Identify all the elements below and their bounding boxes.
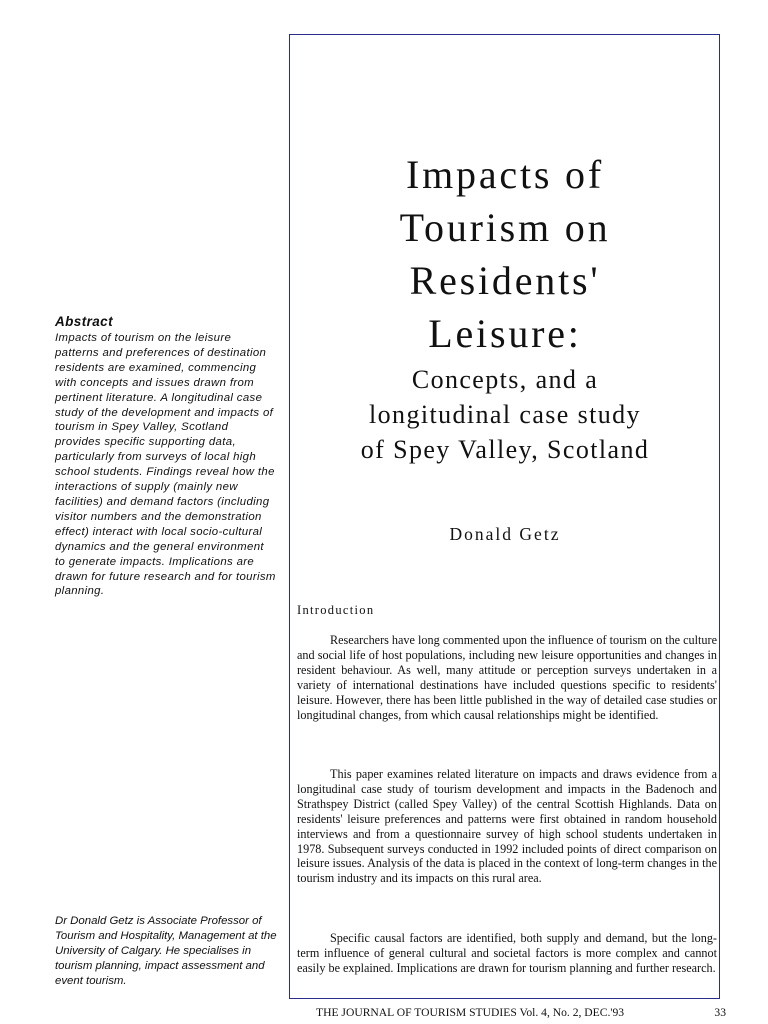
title-line: Residents' <box>409 258 601 303</box>
page-number: 33 <box>714 1006 726 1019</box>
title-line: Tourism on <box>399 205 611 250</box>
title-line: Leisure: <box>428 311 582 356</box>
article-title <box>296 148 714 360</box>
abstract-text: Impacts of tourism on the leisure patterns and preferences of destination residents are examined, commencing with concepts and issues drawn from pertinent literature. A longitudinal case study of the development and impacts of tourism in Spey Valley, Scotland provides specific supporting data, particularly from surveys of local high school students. Findings reveal how the interactions of supply (mainly new facilities) and demand factors (including visitor numbers and the demonstration effect) interact with local socio-cultural dynamics and the general environment to generate impacts. Implications are drawn for future research and for tourism planning. <box>55 332 276 598</box>
intro-paragraph-2: This paper examines related literature on impacts and draws evidence from a longitudinal case study of tourism development and impacts in the Badenoch and Strathspey District (called Spey Valley) of the central Scottish Highlands. Data on residents' leisure preferences and patterns were first obtained in random household interviews and from a questionnaire survey of high school students undertaken in 1978. Subsequent surveys conducted in 1992 included points of direct comparison on leisure issues. Analysis of the data is placed in the context of long-term changes in the tourism industry and its impacts on this rural area. <box>297 767 717 886</box>
title-line: Impacts of <box>406 152 604 197</box>
author-name: Donald Getz <box>449 524 561 544</box>
subtitle-line: of Spey Valley, Scotland <box>360 435 650 464</box>
journal-citation: THE JOURNAL OF TOURISM STUDIES Vol. 4, No. 2, DEC.'93 <box>316 1006 625 1019</box>
subtitle-line: longitudinal case study <box>369 400 641 429</box>
introduction-heading: Introduction <box>297 603 375 617</box>
article-subtitle <box>296 362 714 467</box>
intro-paragraph-1: Researchers have long commented upon the influence of tourism on the culture and social life of host populations, including new leisure opportunities and changes in resident behaviour. As well, many attitude or perception surveys undertaken in a variety of international destinations have included questions specific to residents' leisure. However, there has been little published in the way of detailed case studies or longitudinal changes, from which causal relationships might be identified. <box>297 633 717 722</box>
page-footer <box>316 1006 726 1019</box>
intro-paragraph-3: Specific causal factors are identified, both supply and demand, but the long-term influence of general cultural and societal factors is more complex and cannot easily be explained. Implications are drawn for tourism planning and further research. <box>297 931 717 975</box>
abstract-heading: Abstract <box>55 314 113 329</box>
subtitle-line: Concepts, and a <box>411 365 599 394</box>
author-biography: Dr Donald Getz is Associate Professor of Tourism and Hospitality, Management at the University of Calgary. He specialises in tourism planning, impact assessment and event tourism. <box>55 915 277 987</box>
